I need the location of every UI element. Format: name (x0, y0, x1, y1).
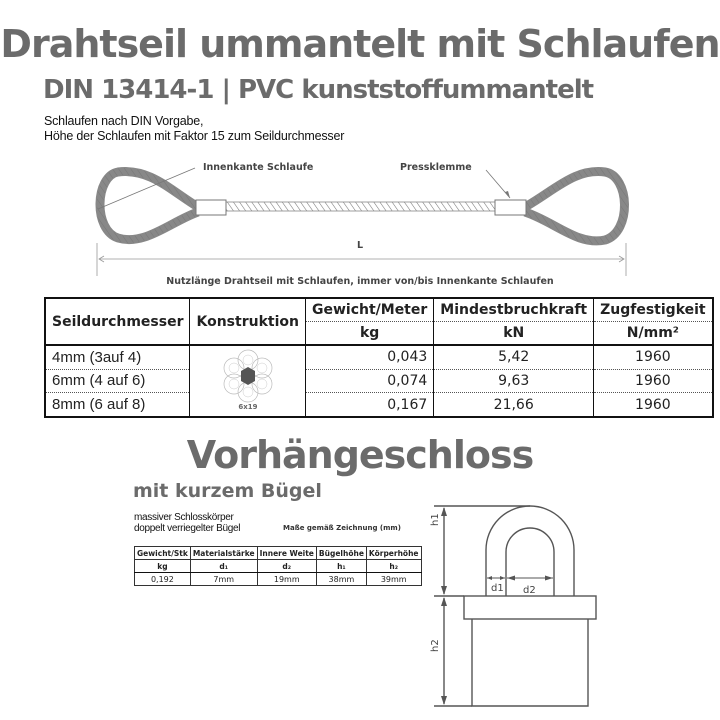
lock-col-shackle-height: Bügelhöhe (316, 547, 366, 560)
right-loop (525, 172, 625, 241)
note-line-2: Höhe der Schlaufen mit Faktor 15 zum Seildurchmesser (44, 129, 345, 143)
lock-col-body-height: Körperhöhe (366, 547, 421, 560)
lock-val-inner-width: 19mm (257, 573, 316, 586)
table-row (135, 573, 422, 586)
lock-val-shackle-height: 38mm (316, 573, 366, 586)
unit-weight: kg (305, 322, 433, 346)
lock-top-plate (464, 596, 596, 619)
left-loop (100, 172, 198, 240)
lock-unit-shackle-height: h₁ (316, 560, 366, 573)
col-header-weight: Gewicht/Meter (305, 298, 433, 322)
cell-diameter: 6mm (4 auf 6) (45, 369, 190, 393)
label-inner-edge: Innenkante Schlaufe (203, 162, 314, 173)
unit-break-force: kN (434, 322, 594, 346)
lock-val-material: 7mm (190, 573, 257, 586)
label-h1: h1 (430, 513, 441, 526)
cell-tensile: 1960 (594, 393, 713, 417)
cell-construction (190, 345, 305, 417)
rope-spec-table (44, 297, 714, 418)
lock-note-2: doppelt verriegelter Bügel (134, 523, 241, 534)
lock-unit-weight: kg (135, 560, 191, 573)
table-row (45, 345, 713, 369)
lock-spec-table (134, 546, 422, 586)
unit-tensile: N/mm² (594, 322, 713, 346)
page-subtitle: DIN 13414-1 | PVC kunststoffummantelt (43, 75, 594, 105)
cell-tensile: 1960 (594, 369, 713, 393)
cell-weight: 0,074 (305, 369, 433, 393)
col-header-construction: Konstruktion (190, 298, 305, 345)
lock-unit-inner-width: d₂ (257, 560, 316, 573)
left-clamp (196, 200, 226, 215)
lock-subtitle: mit kurzem Bügel (133, 480, 322, 502)
right-clamp (495, 200, 526, 215)
cell-tensile: 1960 (594, 345, 713, 369)
cell-break-force: 21,66 (434, 393, 594, 417)
table-row (45, 369, 713, 393)
cell-break-force: 5,42 (434, 345, 594, 369)
page-title: Drahtseil ummantelt mit Schlaufen (0, 22, 720, 66)
cell-break-force: 9,63 (434, 369, 594, 393)
cell-weight: 0,043 (305, 345, 433, 369)
lock-val-body-height: 39mm (366, 573, 421, 586)
lock-body (472, 619, 588, 706)
label-d2: d2 (523, 585, 536, 596)
wire-rope-diagram (0, 150, 720, 280)
table-row (45, 393, 713, 417)
padlock-diagram (420, 490, 620, 720)
svg-text:6x19: 6x19 (238, 403, 258, 411)
lock-val-weight: 0,192 (135, 573, 191, 586)
length-caption: Nutzlänge Drahtseil mit Schlaufen, immer von/bis Innenkante Schlaufen (166, 276, 554, 287)
lock-note-1: massiver Schlosskörper (134, 512, 234, 523)
col-header-break-force: Mindestbruchkraft (434, 298, 594, 322)
col-header-diameter: Seildurchmesser (45, 298, 190, 345)
label-d1: d1 (491, 583, 504, 594)
length-symbol: L (357, 240, 364, 251)
col-header-tensile: Zugfestigkeit (594, 298, 713, 322)
lock-col-material: Materialstärke (190, 547, 257, 560)
cell-diameter: 8mm (6 auf 8) (45, 393, 190, 417)
label-press-clamp: Pressklemme (400, 162, 472, 173)
cell-diameter: 4mm (3auf 4) (45, 345, 190, 369)
rope-cross-section-icon (213, 346, 283, 412)
label-h2: h2 (430, 639, 441, 652)
measure-note: Maße gemäß Zeichnung (mm) (283, 524, 401, 532)
rope-segment (225, 202, 497, 211)
lock-title: Vorhängeschloss (186, 433, 534, 477)
cell-weight: 0,167 (305, 393, 433, 417)
lock-unit-body-height: h₂ (366, 560, 421, 573)
note-line-1: Schlaufen nach DIN Vorgabe, (44, 114, 204, 128)
lock-unit-material: d₁ (190, 560, 257, 573)
lock-col-weight: Gewicht/Stk (135, 547, 191, 560)
lock-col-inner-width: Innere Weite (257, 547, 316, 560)
